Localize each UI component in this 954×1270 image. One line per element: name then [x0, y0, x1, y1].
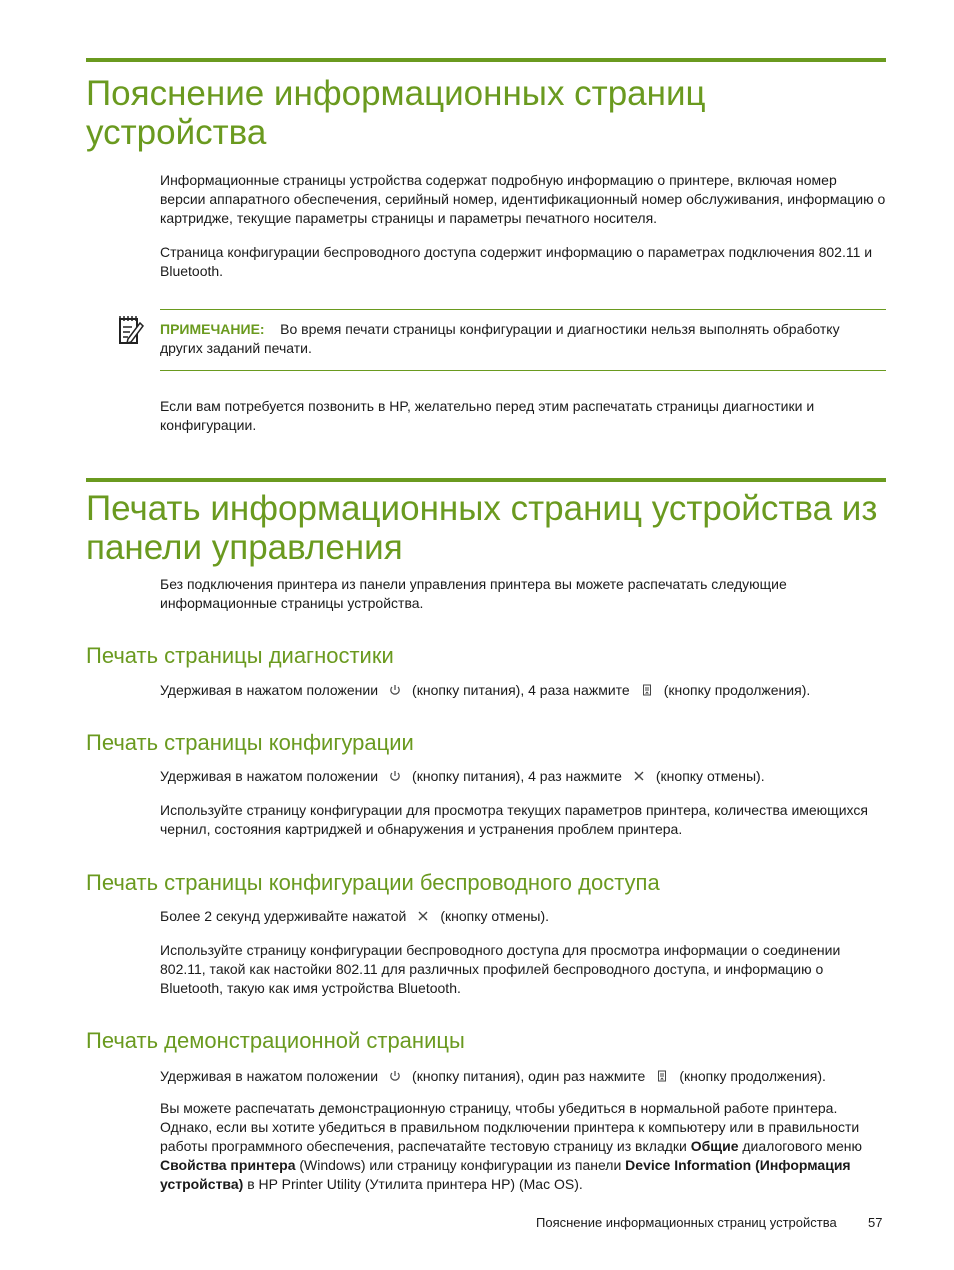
paragraph-config: [160, 767, 886, 786]
paragraph-diagnostics: [160, 681, 886, 700]
demo-text-2: (кнопку питания), один раз нажмите: [412, 1068, 646, 1084]
resume-icon: [636, 684, 658, 696]
diag-text-2: (кнопку питания), 4 раза нажмите: [412, 682, 630, 698]
general-tab-label: Общие: [690, 1138, 739, 1154]
section-title-print-from-panel: Печать информационных страниц устройства из панели управления: [86, 489, 878, 567]
paragraph-call-hp: Если вам потребуется позвонить в HP, желательно перед этим распечатать страницы диагностики и конфигурации.: [160, 398, 815, 433]
heading-demo: Печать демонстрационной страницы: [86, 1028, 465, 1053]
heading-diagnostics: Печать страницы диагностики: [86, 643, 394, 668]
demo-text-3: (кнопку продолжения).: [679, 1068, 826, 1084]
paragraph-demo: [160, 1067, 886, 1086]
demo-usage-text-e: в HP Printer Utility (Утилита принтера HP) (Mac OS).: [243, 1176, 583, 1192]
power-icon: [384, 770, 406, 782]
section-title-info-pages: Пояснение информационных страниц устройства: [86, 74, 706, 152]
wireless-text-2: (кнопку отмены).: [440, 908, 550, 924]
paragraph-wireless-page: Страница конфигурации беспроводного доступа содержит информацию о параметрах подключения 802.11 и Bluetooth.: [160, 244, 873, 279]
heading-wireless: Печать страницы конфигурации беспроводного доступа: [86, 870, 660, 895]
paragraph-info-pages: Информационные страницы устройства содержат подробную информацию о принтере, включая номер версии аппаратного обеспечения, серийный номер, идентификационный номер обслуживания, информацию о картридже, текущие параметры страницы и параметры печатного носителя.: [160, 172, 886, 226]
demo-text-1: Удерживая в нажатом положении: [160, 1068, 379, 1084]
printer-properties-label: Свойства принтера: [160, 1157, 296, 1173]
wireless-text-1: Более 2 секунд удерживайте нажатой: [160, 908, 407, 924]
note-label: ПРИМЕЧАНИЕ:: [160, 321, 265, 337]
heading-config: Печать страницы конфигурации: [86, 730, 414, 755]
page-number: 57: [868, 1215, 883, 1230]
note-bottom-rule: [160, 370, 886, 371]
paragraph-config-usage: Используйте страницу конфигурации для просмотра текущих параметров принтера, количества имеющихся чернил, состояния картриджей и обнаружения и устранения проблем принтера.: [160, 802, 868, 837]
demo-usage-text-a: Вы можете распечатать демонстрационную страницу, чтобы убедиться в нормальной работе принтера. Однако, если вы хотите убедиться в правильном подключении принтера к компьютеру или в правильности работы программного обеспечения, распечатайте тестовую страницу из вкладки: [160, 1100, 860, 1154]
demo-usage-text-d: (Windows) или страницу конфигурации из панели: [295, 1157, 626, 1173]
config-text-1: Удерживая в нажатом положении: [160, 768, 379, 784]
device-information-label: Device Information (Информация устройства): [160, 1157, 851, 1192]
cancel-icon: [628, 770, 650, 782]
top-rule: [86, 58, 886, 62]
config-text-2: (кнопку питания), 4 раз нажмите: [412, 768, 622, 784]
power-icon: [384, 684, 406, 696]
cancel-icon: [412, 910, 434, 922]
section2-rule: [86, 478, 886, 482]
note: [160, 320, 886, 358]
note-text: Во время печати страницы конфигурации и диагностики нельзя выполнять обработку других заданий печати.: [160, 321, 840, 356]
paragraph-demo-usage: [160, 1099, 886, 1194]
paragraph-wireless: [160, 907, 886, 926]
diag-text-3: (кнопку продолжения).: [663, 682, 811, 698]
note-icon: [116, 313, 144, 347]
note-top-rule: [160, 309, 886, 310]
footer-title: Пояснение информационных страниц устройства: [536, 1215, 837, 1230]
paragraph-wireless-usage: Используйте страницу конфигурации беспроводного доступа для просмотра информации о соединении 802.11, такой как настойки 802.11 для различных профилей беспроводного доступа, и информацию о Bluetooth, такую как имя устройства Bluetooth.: [160, 942, 841, 996]
diag-text-1: Удерживая в нажатом положении: [160, 682, 379, 698]
demo-usage-text-c: диалогового меню: [738, 1138, 863, 1154]
config-text-3: (кнопку отмены).: [655, 768, 765, 784]
resume-icon: [651, 1070, 673, 1082]
paragraph-panel-intro: Без подключения принтера из панели управления принтера вы можете распечатать следующие информационные страницы устройства.: [160, 576, 787, 611]
power-icon: [384, 1070, 406, 1082]
